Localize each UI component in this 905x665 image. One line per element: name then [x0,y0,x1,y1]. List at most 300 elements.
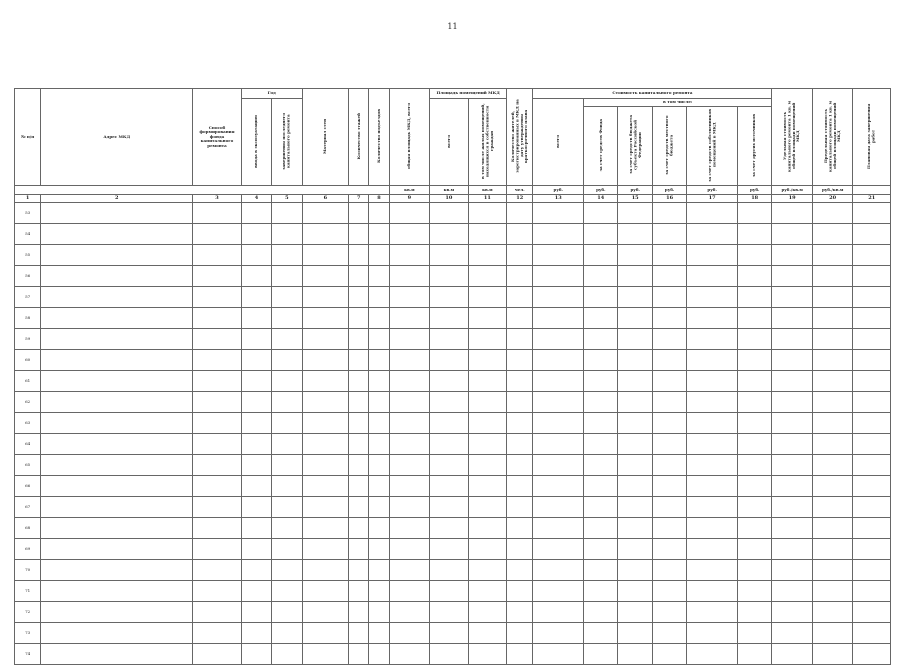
table-cell [584,266,618,287]
table-row [15,371,891,392]
table-cell [430,329,468,350]
table-cell [652,518,686,539]
col-header-address: Адрес МКД [41,89,193,186]
table-cell [618,497,652,518]
table-cell [272,329,302,350]
table-cell [302,329,349,350]
table-cell [584,392,618,413]
table-cell [853,413,891,434]
row-number-cell: 59 [15,329,41,350]
table-cell [584,602,618,623]
col-header-year-commissioning: ввода в эксплуатацию [241,99,271,186]
table-cell [369,224,389,245]
table-cell [302,476,349,497]
table-cell [618,245,652,266]
table-cell [468,329,506,350]
register-body [15,203,891,665]
table-cell [507,329,533,350]
table-cell [369,266,389,287]
row-number-cell: 74 [15,644,41,665]
table-cell [241,203,271,224]
table-cell [533,539,584,560]
table-cell [772,287,813,308]
address-cell [41,602,193,623]
table-cell [812,308,853,329]
unit-cell: чел. [507,186,533,195]
table-cell [618,539,652,560]
table-cell [652,581,686,602]
table-cell [584,287,618,308]
address-cell [41,329,193,350]
table-row [15,266,891,287]
table-row [15,623,891,644]
table-cell [241,350,271,371]
table-cell [369,497,389,518]
table-cell [533,413,584,434]
table-cell [618,518,652,539]
table-cell [389,329,430,350]
column-number: 15 [618,195,652,203]
table-cell [584,329,618,350]
table-cell [533,308,584,329]
table-cell [349,455,369,476]
table-cell [430,455,468,476]
column-number: 21 [853,195,891,203]
table-cell [533,392,584,413]
table-cell [241,392,271,413]
table-cell [468,245,506,266]
table-cell [349,266,369,287]
table-cell [369,602,389,623]
table-cell [812,329,853,350]
table-cell [812,392,853,413]
table-row [15,224,891,245]
address-cell [41,581,193,602]
table-cell [584,455,618,476]
table-cell [507,518,533,539]
table-cell [507,371,533,392]
table-cell [241,539,271,560]
table-cell [369,560,389,581]
table-cell [193,497,242,518]
table-cell [687,350,738,371]
table-cell [853,266,891,287]
address-cell [41,476,193,497]
table-cell [272,203,302,224]
unit-cell: руб. [584,186,618,195]
table-cell [737,224,771,245]
table-cell [389,245,430,266]
table-cell [507,203,533,224]
table-cell [389,623,430,644]
column-number: 17 [687,195,738,203]
table-cell [652,539,686,560]
table-cell [687,308,738,329]
col-header-area-private: в том числе жилых помещений, находящихся в собственности граждан [468,99,506,186]
table-cell [772,602,813,623]
table-cell [193,287,242,308]
table-cell [533,266,584,287]
col-header-cost-other: за счет других источников [737,107,771,186]
table-cell [618,413,652,434]
table-cell [772,644,813,665]
table-cell [687,329,738,350]
column-number: 2 [41,195,193,203]
row-number-cell: 64 [15,434,41,455]
table-cell [533,245,584,266]
table-cell [430,476,468,497]
row-number-cell: 54 [15,224,41,245]
table-cell [369,518,389,539]
table-cell [687,455,738,476]
table-cell [533,371,584,392]
table-cell [652,266,686,287]
table-cell [533,476,584,497]
table-cell [241,434,271,455]
table-cell [302,203,349,224]
table-cell [389,497,430,518]
table-cell [507,476,533,497]
table-cell [507,308,533,329]
address-cell [41,455,193,476]
table-cell [193,329,242,350]
column-number: 12 [507,195,533,203]
table-cell [369,308,389,329]
table-cell [584,560,618,581]
table-cell [584,371,618,392]
address-cell [41,392,193,413]
table-cell [430,308,468,329]
table-cell [618,371,652,392]
table-cell [193,245,242,266]
table-cell [193,434,242,455]
table-cell [812,266,853,287]
table-cell [349,371,369,392]
table-cell [687,287,738,308]
table-cell [369,476,389,497]
table-cell [853,455,891,476]
table-cell [349,602,369,623]
table-cell [507,266,533,287]
table-cell [584,413,618,434]
table-cell [687,623,738,644]
table-cell [369,350,389,371]
table-row [15,392,891,413]
table-cell [302,539,349,560]
table-cell [302,287,349,308]
table-cell [853,581,891,602]
table-cell [349,329,369,350]
table-row [15,350,891,371]
table-cell [389,644,430,665]
table-cell [349,539,369,560]
table-cell [468,497,506,518]
table-cell [468,308,506,329]
table-row [15,434,891,455]
table-cell [302,644,349,665]
table-cell [618,602,652,623]
column-number: 10 [430,195,468,203]
table-cell [737,539,771,560]
table-cell [507,350,533,371]
table-cell [302,392,349,413]
table-cell [272,455,302,476]
col-header-floors: Количество этажей [349,89,369,186]
table-cell [389,287,430,308]
table-cell [272,476,302,497]
units-blank-cell [15,186,390,195]
table-cell [389,434,430,455]
column-number: 13 [533,195,584,203]
table-cell [687,245,738,266]
table-cell [468,455,506,476]
table-cell [737,434,771,455]
table-cell [533,581,584,602]
unit-cell: кв.м [430,186,468,195]
table-cell [468,413,506,434]
table-cell [193,476,242,497]
table-cell [241,581,271,602]
col-header-including: в том числе: [584,99,772,107]
table-cell [584,623,618,644]
table-cell [687,497,738,518]
table-cell [853,497,891,518]
column-number: 1 [15,195,41,203]
table-cell [389,203,430,224]
unit-cell: руб. [737,186,771,195]
table-cell [430,203,468,224]
table-cell [737,476,771,497]
col-header-unit-cost: Удельная стоимость капитального ремонта 1 кв. м общей площади помещений МКД [772,89,813,186]
table-cell [241,497,271,518]
column-number: 4 [241,195,271,203]
table-cell [687,602,738,623]
table-cell [687,203,738,224]
table-cell [369,287,389,308]
table-cell [193,224,242,245]
table-cell [618,308,652,329]
table-cell [812,644,853,665]
table-cell [272,644,302,665]
table-cell [737,371,771,392]
table-cell [507,623,533,644]
table-cell [618,644,652,665]
table-cell [302,623,349,644]
table-cell [618,203,652,224]
table-row [15,308,891,329]
unit-cell: кв.м [389,186,430,195]
table-cell [468,644,506,665]
table-cell [468,539,506,560]
table-cell [652,392,686,413]
table-cell [772,266,813,287]
table-cell [430,245,468,266]
table-row [15,413,891,434]
table-row [15,539,891,560]
table-cell [812,623,853,644]
table-cell [302,518,349,539]
table-cell [468,518,506,539]
table-cell [812,539,853,560]
column-number: 6 [302,195,349,203]
table-cell [533,497,584,518]
table-row [15,329,891,350]
table-cell [812,560,853,581]
table-cell [772,623,813,644]
table-cell [302,455,349,476]
table-cell [369,581,389,602]
table-cell [533,518,584,539]
table-cell [389,371,430,392]
table-cell [302,602,349,623]
table-cell [241,245,271,266]
address-cell [41,350,193,371]
col-header-cost-owners: за счет средств собственников помещений в МКД [687,107,738,186]
column-number: 7 [349,195,369,203]
table-cell [272,224,302,245]
table-cell [272,413,302,434]
col-header-entrances: Количество подъездов [369,89,389,186]
table-cell [853,539,891,560]
table-cell [193,308,242,329]
table-cell [737,560,771,581]
table-cell [241,623,271,644]
row-number-cell: 70 [15,560,41,581]
table-cell [812,602,853,623]
column-number-row [15,195,891,203]
table-cell [349,287,369,308]
table-cell [853,203,891,224]
table-cell [349,392,369,413]
table-cell [193,539,242,560]
table-cell [241,287,271,308]
table-cell [349,497,369,518]
unit-cell: руб. [687,186,738,195]
table-cell [241,308,271,329]
table-cell [193,644,242,665]
table-cell [584,203,618,224]
table-cell [389,350,430,371]
table-cell [430,413,468,434]
address-cell [41,371,193,392]
table-cell [687,434,738,455]
table-cell [430,434,468,455]
table-cell [687,539,738,560]
table-cell [737,329,771,350]
col-header-residents: Количество жителей, зарегистрированных в МКД на дату утверждения краткосрочного плана [507,89,533,186]
table-cell [687,476,738,497]
table-cell [853,308,891,329]
table-cell [241,476,271,497]
table-cell [468,476,506,497]
table-cell [533,455,584,476]
table-cell [652,287,686,308]
table-cell [687,371,738,392]
table-cell [618,581,652,602]
table-cell [584,539,618,560]
units-blank-cell [853,186,891,195]
table-cell [430,287,468,308]
table-cell [302,350,349,371]
table-cell [812,518,853,539]
table-cell [618,287,652,308]
row-number-cell: 66 [15,476,41,497]
table-cell [737,497,771,518]
table-cell [241,371,271,392]
column-number: 18 [737,195,771,203]
table-cell [369,392,389,413]
table-cell [812,287,853,308]
table-cell [737,581,771,602]
table-cell [652,497,686,518]
table-cell [507,413,533,434]
table-cell [584,518,618,539]
table-cell [772,329,813,350]
table-cell [430,392,468,413]
table-cell [618,476,652,497]
table-cell [389,266,430,287]
table-cell [772,581,813,602]
address-cell [41,539,193,560]
table-cell [772,392,813,413]
row-number-cell: 65 [15,455,41,476]
table-cell [533,623,584,644]
table-cell [430,224,468,245]
table-cell [618,329,652,350]
table-cell [533,203,584,224]
table-cell [241,266,271,287]
table-cell [468,224,506,245]
table-cell [652,434,686,455]
table-cell [369,644,389,665]
table-cell [369,455,389,476]
table-cell [272,245,302,266]
row-number-cell: 53 [15,203,41,224]
table-cell [652,329,686,350]
table-cell [430,371,468,392]
table-cell [193,455,242,476]
table-row [15,497,891,518]
table-cell [584,644,618,665]
table-cell [618,224,652,245]
table-row [15,245,891,266]
col-header-total-area: общая площадь МКД, всего [389,89,430,186]
table-cell [687,392,738,413]
table-cell [241,455,271,476]
table-cell [272,287,302,308]
column-number: 11 [468,195,506,203]
address-cell [41,518,193,539]
row-number-cell: 60 [15,350,41,371]
table-cell [618,434,652,455]
table-cell [737,203,771,224]
table-cell [507,497,533,518]
table-cell [302,434,349,455]
table-cell [737,308,771,329]
col-header-year-last-repair: завершения последнего капитального ремонта [272,99,302,186]
table-cell [302,560,349,581]
col-header-cost-federal: за счет средств бюджета субъекта Российской Федерации [618,107,652,186]
table-cell [468,392,506,413]
table-cell [369,623,389,644]
col-header-wall-material: Материал стен [302,89,349,186]
table-cell [241,329,271,350]
table-cell [468,434,506,455]
table-cell [241,518,271,539]
table-cell [853,392,891,413]
table-cell [241,560,271,581]
table-cell [430,602,468,623]
